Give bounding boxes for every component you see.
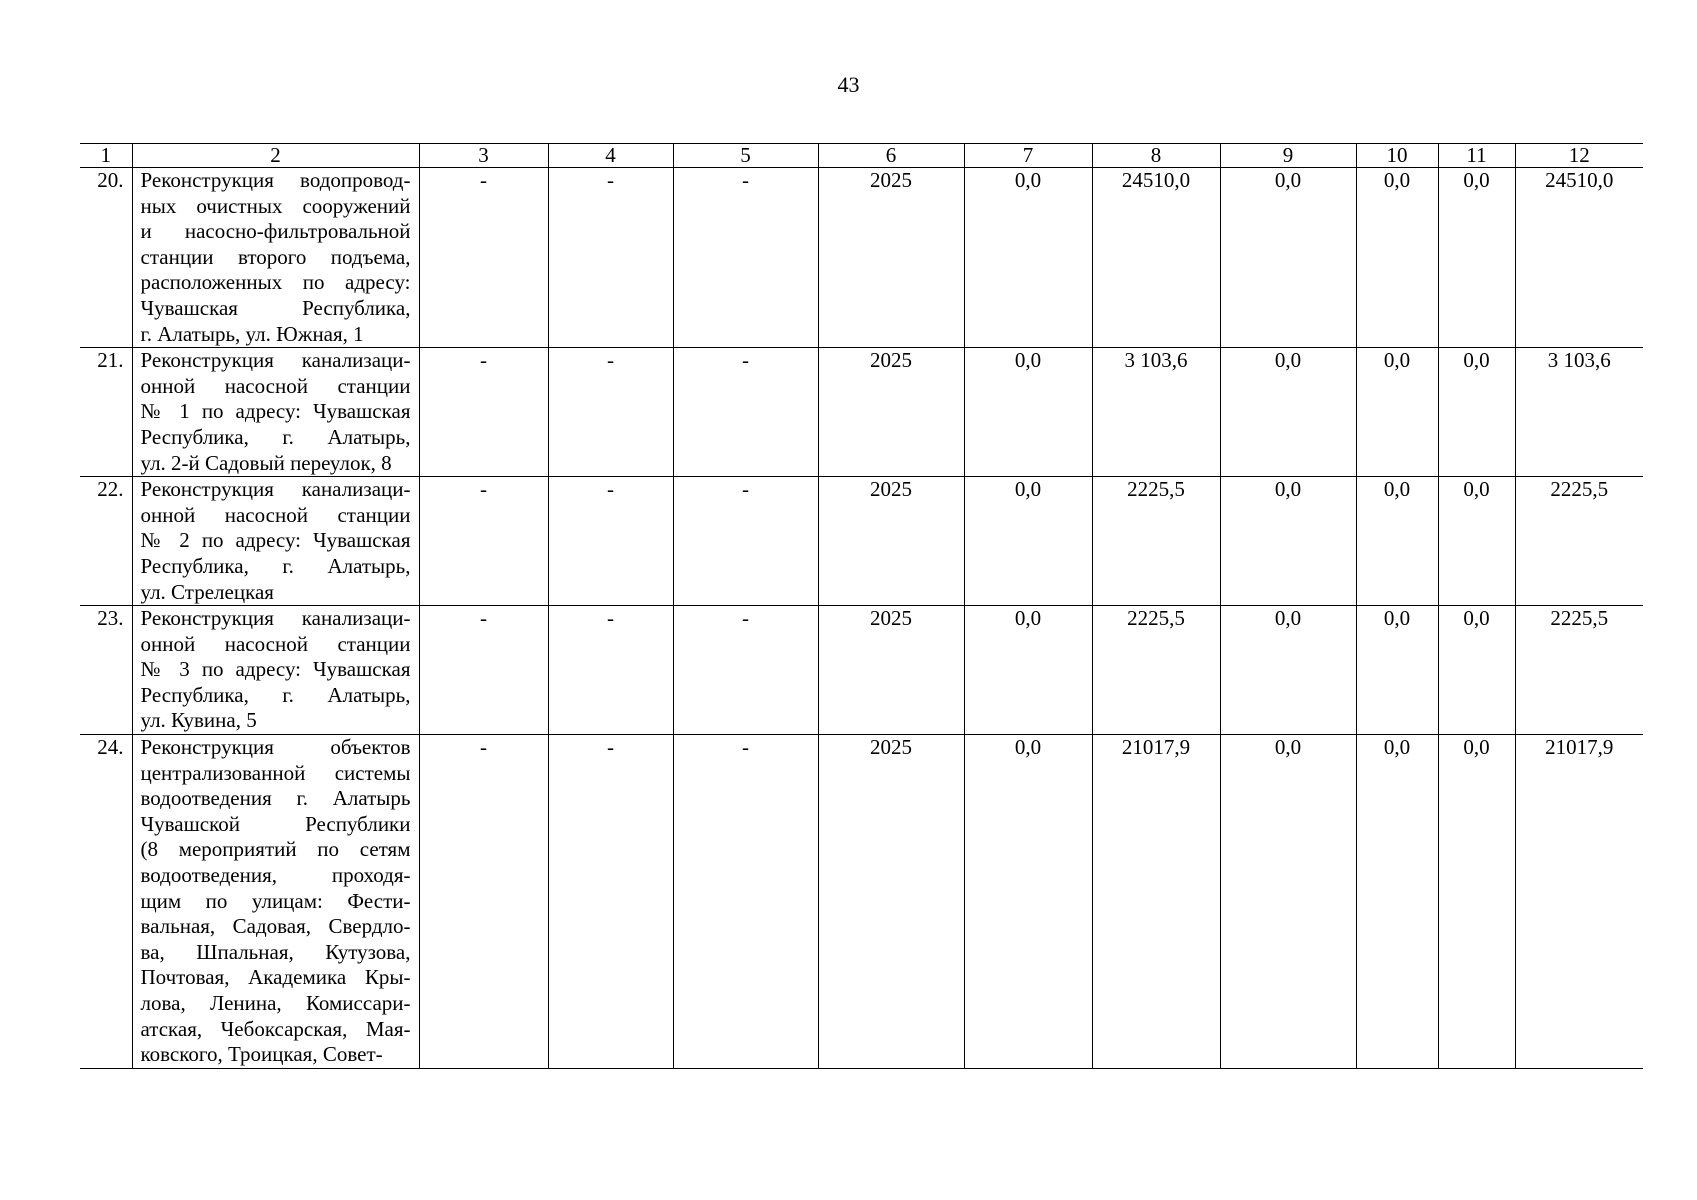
cell-col10: 0,0 — [1356, 477, 1438, 606]
description-line: Республика, г. Алатырь, — [140, 553, 411, 578]
column-header: 2 — [132, 144, 419, 168]
row-number: 23. — [80, 606, 132, 735]
cell-col8: 24510,0 — [1092, 168, 1220, 348]
description-line: Чувашской Республики — [140, 811, 411, 836]
row-description — [132, 168, 419, 348]
description-line: ных очистных сооружений — [140, 193, 411, 218]
cell-col3: - — [419, 168, 548, 348]
description-line: № 1 по адресу: Чувашская — [140, 399, 411, 424]
cell-col5: - — [673, 348, 818, 477]
description-line: Реконструкция объектов — [140, 735, 411, 760]
description-line: станции второго подъема, — [140, 244, 411, 269]
cell-col4: - — [548, 168, 673, 348]
cell-col12: 3 103,6 — [1515, 348, 1643, 477]
column-header: 1 — [80, 144, 132, 168]
cell-col9: 0,0 — [1220, 168, 1356, 348]
description-line: г. Алатырь, ул. Южная, 1 — [140, 321, 364, 346]
cell-col7: 0,0 — [964, 735, 1092, 1069]
cell-col11: 0,0 — [1438, 735, 1515, 1069]
column-header: 9 — [1220, 144, 1356, 168]
description-line: онной насосной станции — [140, 373, 411, 398]
cell-col10: 0,0 — [1356, 735, 1438, 1069]
cell-col3: - — [419, 348, 548, 477]
row-description — [132, 348, 419, 477]
row-number: 21. — [80, 348, 132, 477]
description-line: и насосно-фильтровальной — [140, 219, 411, 244]
description-line: щим по улицам: Фести- — [140, 888, 411, 913]
row-description — [132, 477, 419, 606]
cell-col7: 0,0 — [964, 606, 1092, 735]
description-line: водоотведения г. Алатырь — [140, 786, 411, 811]
description-line: расположенных по адресу: — [140, 270, 411, 295]
table-row — [80, 735, 1643, 1069]
description-line: ул. 2-й Садовый переулок, 8 — [140, 450, 392, 475]
column-header: 4 — [548, 144, 673, 168]
column-header: 5 — [673, 144, 818, 168]
cell-col4: - — [548, 348, 673, 477]
description-line: онной насосной станции — [140, 502, 411, 527]
description-line: (8 мероприятий по сетям — [140, 837, 411, 862]
cell-col4: - — [548, 477, 673, 606]
row-number: 22. — [80, 477, 132, 606]
column-header: 12 — [1515, 144, 1643, 168]
cell-col3: - — [419, 606, 548, 735]
description-line: Реконструкция канализаци- — [140, 348, 411, 373]
cell-col8: 3 103,6 — [1092, 348, 1220, 477]
description-line: Почтовая, Академика Кры- — [140, 965, 411, 990]
description-line: ковского, Троицкая, Совет- — [140, 1042, 383, 1067]
description-line: водоотведения, проходя- — [140, 863, 411, 888]
cell-col5: - — [673, 606, 818, 735]
column-header: 6 — [818, 144, 964, 168]
cell-col5: - — [673, 735, 818, 1069]
cell-col6: 2025 — [818, 168, 964, 348]
data-table — [80, 143, 1643, 1069]
cell-col6: 2025 — [818, 477, 964, 606]
description-line: Реконструкция канализаци- — [140, 606, 411, 631]
description-line: № 3 по адресу: Чувашская — [140, 657, 411, 682]
cell-col9: 0,0 — [1220, 735, 1356, 1069]
description-line: атская, Чебоксарская, Мая- — [140, 1016, 411, 1041]
cell-col8: 2225,5 — [1092, 477, 1220, 606]
cell-col5: - — [673, 477, 818, 606]
cell-col9: 0,0 — [1220, 477, 1356, 606]
table-header — [80, 144, 1643, 168]
cell-col12: 2225,5 — [1515, 477, 1643, 606]
cell-col4: - — [548, 606, 673, 735]
row-description — [132, 606, 419, 735]
description-line: Республика, г. Алатырь, — [140, 424, 411, 449]
cell-col7: 0,0 — [964, 477, 1092, 606]
cell-col8: 21017,9 — [1092, 735, 1220, 1069]
cell-col12: 21017,9 — [1515, 735, 1643, 1069]
column-header: 8 — [1092, 144, 1220, 168]
cell-col6: 2025 — [818, 735, 964, 1069]
description-line: Республика, г. Алатырь, — [140, 682, 411, 707]
table-row — [80, 477, 1643, 606]
description-line: ул. Стрелецкая — [140, 579, 274, 604]
column-header: 11 — [1438, 144, 1515, 168]
description-line: лова, Ленина, Комиссари- — [140, 991, 411, 1015]
column-header: 10 — [1356, 144, 1438, 168]
cell-col9: 0,0 — [1220, 348, 1356, 477]
cell-col5: - — [673, 168, 818, 348]
cell-col7: 0,0 — [964, 348, 1092, 477]
cell-col3: - — [419, 477, 548, 606]
table-body — [80, 168, 1643, 1069]
table-row — [80, 606, 1643, 735]
description-line: ул. Кувина, 5 — [140, 708, 257, 733]
table-row — [80, 348, 1643, 477]
description-line: Чувашская Республика, — [140, 295, 411, 320]
cell-col11: 0,0 — [1438, 168, 1515, 348]
description-line: онной насосной станции — [140, 631, 411, 656]
description-line: № 2 по адресу: Чувашская — [140, 528, 411, 553]
cell-col10: 0,0 — [1356, 348, 1438, 477]
description-line: централизованной системы — [140, 760, 411, 785]
cell-col3: - — [419, 735, 548, 1069]
table-row — [80, 168, 1643, 348]
description-line: вальная, Садовая, Свердло- — [140, 914, 411, 939]
cell-col6: 2025 — [818, 348, 964, 477]
column-number-row — [80, 144, 1643, 168]
column-header: 7 — [964, 144, 1092, 168]
cell-col10: 0,0 — [1356, 168, 1438, 348]
cell-col7: 0,0 — [964, 168, 1092, 348]
row-number: 20. — [80, 168, 132, 348]
description-line: ва, Шпальная, Кутузова, — [140, 939, 411, 964]
cell-col11: 0,0 — [1438, 606, 1515, 735]
cell-col11: 0,0 — [1438, 348, 1515, 477]
cell-col12: 2225,5 — [1515, 606, 1643, 735]
cell-col9: 0,0 — [1220, 606, 1356, 735]
cell-col4: - — [548, 735, 673, 1069]
description-line: Реконструкция канализаци- — [140, 477, 411, 502]
cell-col10: 0,0 — [1356, 606, 1438, 735]
column-header: 3 — [419, 144, 548, 168]
cell-col11: 0,0 — [1438, 477, 1515, 606]
row-number: 24. — [80, 735, 132, 1069]
description-line: Реконструкция водопровод- — [140, 168, 411, 192]
row-description — [132, 735, 419, 1069]
cell-col12: 24510,0 — [1515, 168, 1643, 348]
cell-col8: 2225,5 — [1092, 606, 1220, 735]
cell-col6: 2025 — [818, 606, 964, 735]
page-number: 43 — [837, 72, 860, 97]
